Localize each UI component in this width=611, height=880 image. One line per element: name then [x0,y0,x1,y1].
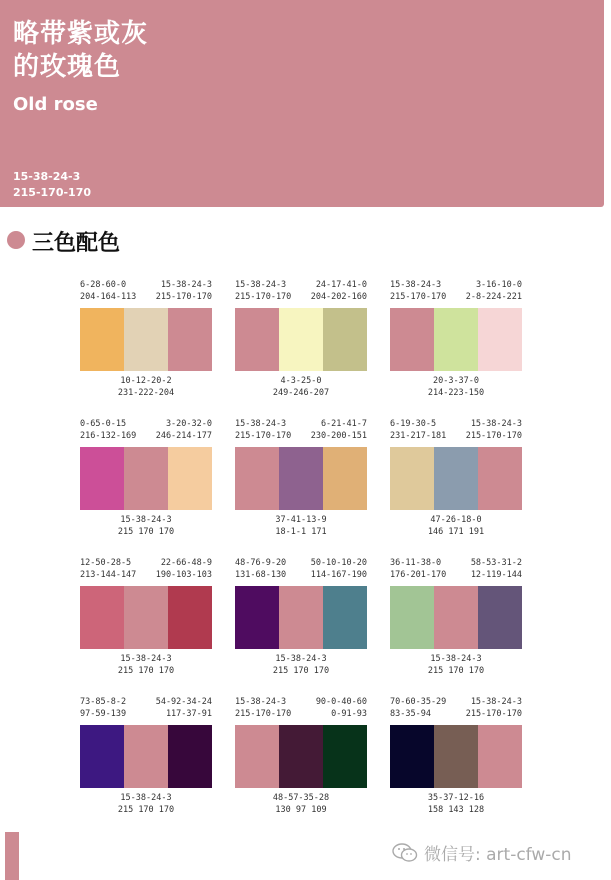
bottom-rgb: 146 171 191 [427,527,485,537]
bottom-rgb: 214-223-150 [427,388,485,398]
top-right-cmyk: 58-53-31-2 [470,558,522,568]
color-swatch [323,308,367,371]
top-left-cmyk: 15-38-24-3 [235,419,287,429]
top-right-rgb: 215-170-170 [465,709,522,719]
top-right-cmyk: 22-66-48-9 [160,558,212,568]
bottom-rgb: 215 170 170 [117,527,175,537]
hero-title-line2: 的玫瑰色 [13,52,122,82]
top-left-rgb: 204-164-113 [80,292,137,302]
bottom-rgb: 158 143 128 [427,805,485,815]
top-right-rgb: 246-214-177 [155,431,212,441]
palette-card [80,280,212,400]
color-swatch [279,447,323,510]
watermark-text: 微信号: art-cfw-cn [424,845,572,865]
top-left-rgb: 215-170-170 [235,709,292,719]
color-swatch [478,586,522,649]
palette-card [80,558,212,678]
color-swatch [124,447,168,510]
hero-cmyk-value: 15-38-24-3 [13,170,81,183]
swatch-row [235,586,367,649]
palette-card [235,558,367,678]
color-swatch [434,308,478,371]
top-left-cmyk: 70-60-35-29 [390,697,447,707]
top-right-cmyk: 3-16-10-0 [475,280,522,290]
bottom-cmyk: 15-38-24-3 [275,654,327,664]
swatch-row [235,447,367,510]
bottom-rgb: 215 170 170 [117,666,175,676]
top-left-cmyk: 6-19-30-5 [390,419,437,429]
section-title: 三色配色 [32,231,121,256]
top-right-cmyk: 24-17-41-0 [315,280,367,290]
top-right-rgb: 215-170-170 [155,292,212,302]
hero-rgb-value: 215-170-170 [13,186,92,199]
top-right-rgb: 2-8-224-221 [465,292,522,302]
section-bullet-icon [7,231,25,249]
color-swatch [434,725,478,788]
top-right-cmyk: 50-10-10-20 [310,558,367,568]
top-right-rgb: 215-170-170 [465,431,522,441]
color-swatch [80,447,124,510]
hero-title [13,18,148,84]
top-right-rgb: 114-167-190 [310,570,367,580]
top-right-cmyk: 15-38-24-3 [470,697,522,707]
bottom-rgb: 231-222-204 [117,388,175,398]
top-left-rgb: 83-35-94 [390,709,431,719]
color-swatch [80,725,124,788]
swatch-row [390,308,522,371]
color-swatch [235,725,279,788]
top-right-cmyk: 3-20-32-0 [165,419,212,429]
color-swatch [390,308,434,371]
bottom-cmyk: 20-3-37-0 [432,376,480,386]
top-right-cmyk: 15-38-24-3 [160,280,212,290]
top-left-cmyk: 0-65-0-15 [80,419,127,429]
bottom-cmyk: 47-26-18-0 [430,515,482,525]
top-left-rgb: 97-59-139 [80,709,127,719]
top-right-cmyk: 54-92-34-24 [155,697,212,707]
color-swatch [235,447,279,510]
top-right-rgb: 190-103-103 [155,570,212,580]
swatch-row [80,725,212,788]
bottom-rgb: 215 170 170 [427,666,485,676]
color-swatch [235,586,279,649]
color-swatch [323,725,367,788]
top-right-rgb: 12-119-144 [470,570,522,580]
top-left-cmyk: 6-28-60-0 [80,280,127,290]
top-left-rgb: 216-132-169 [80,431,137,441]
top-right-rgb: 0-91-93 [331,709,367,719]
color-swatch [80,586,124,649]
bottom-rgb: 249-246-207 [272,388,330,398]
color-swatch [323,447,367,510]
palette-card [235,419,367,539]
top-left-cmyk: 73-85-8-2 [80,697,127,707]
color-swatch [478,725,522,788]
top-right-rgb: 117-37-91 [165,709,212,719]
bottom-cmyk: 15-38-24-3 [430,654,482,664]
color-swatch [478,447,522,510]
top-left-rgb: 215-170-170 [235,292,292,302]
bottom-accent-bar [5,832,19,880]
color-swatch [390,586,434,649]
color-swatch [168,725,212,788]
bottom-cmyk: 48-57-35-28 [272,793,330,803]
color-swatch [279,586,323,649]
color-swatch [390,725,434,788]
color-swatch [124,308,168,371]
top-left-rgb: 215-170-170 [235,431,292,441]
swatch-row [80,586,212,649]
top-left-cmyk: 15-38-24-3 [235,697,287,707]
wechat-icon [392,843,418,863]
color-swatch [235,308,279,371]
hero-title-line1: 略带紫或灰 [13,19,149,49]
top-right-rgb: 230-200-151 [310,431,367,441]
swatch-row [80,308,212,371]
swatch-row [390,725,522,788]
bottom-rgb: 215 170 170 [117,805,175,815]
palette-card [390,419,522,539]
color-swatch [390,447,434,510]
watermark [392,840,572,865]
top-left-cmyk: 15-38-24-3 [390,280,442,290]
color-swatch [279,308,323,371]
palette-card [390,558,522,678]
bottom-cmyk: 4-3-25-0 [280,376,322,386]
bottom-cmyk: 10-12-20-2 [120,376,172,386]
top-left-cmyk: 36-11-38-0 [390,558,442,568]
top-left-rgb: 231-217-181 [390,431,447,441]
hero-banner [0,0,604,207]
bottom-rgb: 18-1-1 171 [275,527,327,537]
color-swatch [168,586,212,649]
color-swatch [434,586,478,649]
color-swatch [124,725,168,788]
palette-card [235,697,367,817]
color-swatch [323,586,367,649]
color-swatch [434,447,478,510]
bottom-cmyk: 15-38-24-3 [120,515,172,525]
color-swatch [168,308,212,371]
swatch-row [235,308,367,371]
top-left-cmyk: 15-38-24-3 [235,280,287,290]
top-right-rgb: 204-202-160 [310,292,367,302]
top-left-rgb: 213-144-147 [80,570,137,580]
palette-card [390,280,522,400]
palette-card [390,697,522,817]
hero-subtitle: Old rose [13,94,98,115]
color-swatch [168,447,212,510]
color-swatch [279,725,323,788]
palette-card [80,697,212,817]
top-right-cmyk: 15-38-24-3 [470,419,522,429]
top-right-cmyk: 90-0-40-60 [315,697,367,707]
color-swatch [124,586,168,649]
top-left-cmyk: 48-76-9-20 [235,558,287,568]
bottom-cmyk: 35-37-12-16 [427,793,485,803]
swatch-row [390,447,522,510]
swatch-row [80,447,212,510]
palette-card [235,280,367,400]
color-swatch [80,308,124,371]
bottom-rgb: 130 97 109 [275,805,327,815]
bottom-rgb: 215 170 170 [272,666,330,676]
palette-card [80,419,212,539]
swatch-row [235,725,367,788]
top-left-rgb: 215-170-170 [390,292,447,302]
swatch-row [390,586,522,649]
bottom-cmyk: 15-38-24-3 [120,793,172,803]
top-left-rgb: 176-201-170 [390,570,447,580]
color-swatch [478,308,522,371]
bottom-cmyk: 37-41-13-9 [275,515,327,525]
top-right-cmyk: 6-21-41-7 [320,419,367,429]
bottom-cmyk: 15-38-24-3 [120,654,172,664]
top-left-rgb: 131-68-130 [235,570,287,580]
top-left-cmyk: 12-50-28-5 [80,558,132,568]
